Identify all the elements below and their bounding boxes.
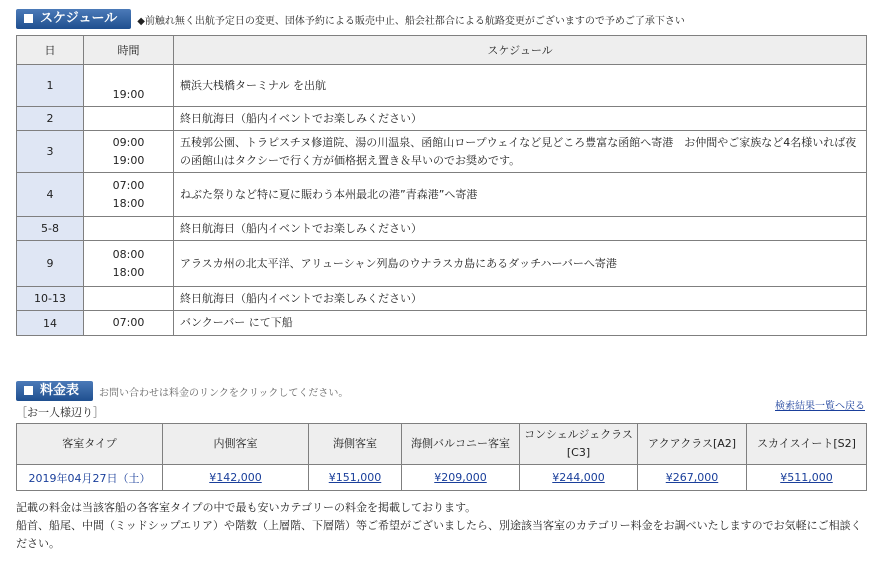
time-cell — [84, 287, 174, 311]
schedule-section-title: スケジュール — [16, 9, 131, 29]
price-link-concierge[interactable]: ¥244,000 — [552, 471, 605, 484]
schedule-cell: 横浜大桟橋ターミナル を出航 — [174, 65, 867, 107]
schedule-header-row — [17, 36, 867, 65]
footnote-line: 船首、船尾、中間（ミッドシップエリア）や階数（上層階、下層階）等ご希望がございましたら、別途該当客室のカテゴリー料金をお調べいたしますのでお気軽にご相談ください。 — [16, 519, 862, 550]
schedule-cell: 終日航海日（船内イベントでお楽しみください） — [174, 287, 867, 311]
time-cell: 07:00 18:00 — [84, 173, 174, 217]
schedule-cell: 終日航海日（船内イベントでお楽しみください） — [174, 107, 867, 131]
schedule-cell: 五稜郭公園、トラピスチヌ修道院、湯の川温泉、函館山ロープウェイなど見どころ豊富な函館へ寄港 お仲間やご家族など4名様いれば夜の函館山はタクシーで行く方が価格据え置き＆早いのでお奨めです。 — [174, 131, 867, 173]
price-link-sky-suite[interactable]: ¥511,000 — [780, 471, 833, 484]
schedule-row — [17, 287, 867, 311]
schedule-cell: アラスカ州の北太平洋、アリューシャン列島のウナラスカ島にあるダッチハーバーへ寄港 — [174, 241, 867, 287]
cabin-type-header: 客室タイプ — [17, 424, 163, 465]
per-person-label: ［お一人様辺り］ — [16, 406, 104, 419]
price-link-balcony[interactable]: ¥209,000 — [434, 471, 487, 484]
time-cell: 09:00 19:00 — [84, 131, 174, 173]
oceanview-cabin-header: 海側客室 — [309, 424, 402, 465]
sky-suite-header: スカイスイート[S2] — [747, 424, 867, 465]
time-cell: 08:00 18:00 — [84, 241, 174, 287]
fare-header-row — [17, 424, 867, 465]
schedule-row — [17, 241, 867, 287]
schedule-cell: ねぶた祭りなど特に夏に賑わう本州最北の港”青森港”へ寄港 — [174, 173, 867, 217]
schedule-section-header — [16, 9, 685, 29]
day-cell: 1 — [17, 65, 84, 107]
fare-section-header — [16, 381, 348, 401]
departure-date-cell: 2019年04月27日（土） — [17, 465, 163, 491]
fare-cell — [747, 465, 867, 491]
fare-table — [16, 423, 867, 491]
schedule-row — [17, 311, 867, 336]
schedule-cell: 終日航海日（船内イベントでお楽しみください） — [174, 217, 867, 241]
schedule-row — [17, 217, 867, 241]
day-cell: 3 — [17, 131, 84, 173]
time-cell: 07:00 — [84, 311, 174, 336]
day-column-header: 日 — [17, 36, 84, 65]
day-cell: 10-13 — [17, 287, 84, 311]
price-link-inside[interactable]: ¥142,000 — [209, 471, 262, 484]
schedule-column-header: スケジュール — [174, 36, 867, 65]
fare-row — [17, 465, 867, 491]
fare-inquiry-note: お問い合わせは料金のリンクをクリックしてください。 — [99, 387, 349, 399]
time-column-header: 時間 — [84, 36, 174, 65]
schedule-row — [17, 65, 867, 107]
schedule-row — [17, 131, 867, 173]
day-cell: 5-8 — [17, 217, 84, 241]
fare-cell — [163, 465, 309, 491]
fare-cell — [309, 465, 402, 491]
fare-footnote — [16, 499, 871, 553]
aqua-class-header: アクアクラス[A2] — [638, 424, 747, 465]
schedule-table — [16, 35, 867, 336]
day-cell: 9 — [17, 241, 84, 287]
schedule-row — [17, 173, 867, 217]
back-to-results-link[interactable]: 検索結果一覧へ戻る — [775, 401, 865, 412]
time-cell — [84, 217, 174, 241]
day-cell: 14 — [17, 311, 84, 336]
schedule-row — [17, 107, 867, 131]
time-cell — [84, 107, 174, 131]
fare-cell — [402, 465, 520, 491]
inside-cabin-header: 内側客室 — [163, 424, 309, 465]
concierge-class-header: コンシェルジェクラス[C3] — [520, 424, 638, 465]
fare-cell — [520, 465, 638, 491]
fare-cell — [638, 465, 747, 491]
footnote-line: 記載の料金は当該客船の各客室タイプの中で最も安いカテゴリーの料金を掲載しております。 — [16, 501, 477, 514]
schedule-cell: バンクーバー にて下船 — [174, 311, 867, 336]
time-cell: 19:00 — [84, 65, 174, 107]
price-link-oceanview[interactable]: ¥151,000 — [328, 471, 382, 484]
schedule-notice: ◆前触れ無く出航予定日の変更、団体予約による販売中止、船会社都合による航路変更がございますので予めご了承下さい — [137, 15, 685, 27]
fare-section-title: 料金表 — [16, 381, 93, 401]
day-cell: 2 — [17, 107, 84, 131]
balcony-cabin-header: 海側バルコニー客室 — [402, 424, 520, 465]
price-link-aqua[interactable]: ¥267,000 — [665, 471, 719, 484]
day-cell: 4 — [17, 173, 84, 217]
